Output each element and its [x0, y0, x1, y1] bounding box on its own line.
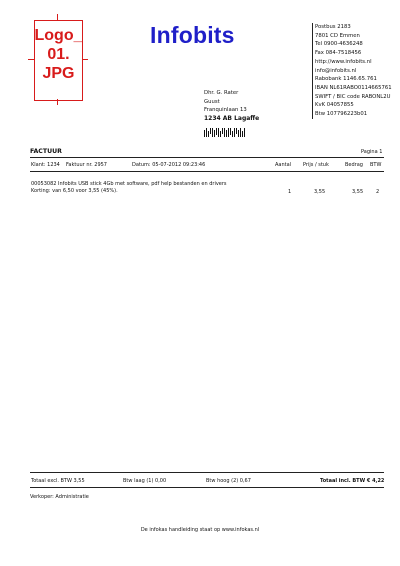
column-header-unit-price: Prijs / stuk: [303, 162, 329, 168]
line-vat: 2: [376, 189, 380, 195]
divider: [30, 487, 384, 488]
company-detail-line: KvK 04057855: [315, 102, 354, 109]
invoice-number: Faktuur nr. 2957: [66, 162, 107, 168]
column-header-amount: Bedrag: [345, 162, 363, 168]
company-detail-line: SWIFT / BIC code RABONL2U: [315, 93, 391, 100]
total-excl-vat: Totaal excl. BTW 3,55: [31, 478, 85, 484]
recipient-zip-city: 1234 AB Lagaffe: [204, 115, 260, 123]
postal-barcode: [204, 128, 246, 137]
company-detail-line: Postbus 2183: [315, 24, 351, 30]
company-details: [312, 23, 392, 119]
company-detail-line: Rabobank 1146.65.761: [315, 76, 377, 83]
seller: Verkoper: Administratie: [30, 494, 89, 500]
invoice-date: Datum: 05-07-2012 09:23:46: [132, 162, 206, 168]
line-amount: 3,55: [352, 189, 364, 195]
column-header-qty: Aantal: [275, 162, 292, 168]
company-website-link[interactable]: http://www.infobits.nl: [315, 58, 372, 65]
vat-high: Btw hoog (2) 0,67: [206, 478, 251, 484]
company-detail-line: Fax 084-7518456: [315, 50, 362, 57]
recipient-name: Dhr. G. Rater: [204, 90, 239, 96]
divider: [30, 472, 384, 473]
company-name: Infobits: [150, 22, 235, 48]
total-incl-vat: Totaal incl. BTW € 4,22: [320, 478, 385, 484]
discount-note: Korting: van 6,50 voor 3,55 (45%).: [31, 188, 118, 194]
footer-note: De infokas handleiding staat op www.infokas.nl: [140, 527, 260, 533]
line-qty: 1: [288, 189, 292, 195]
recipient-street: Franquinlaan 13: [204, 107, 247, 114]
company-detail-line: Tel 0900-4636248: [315, 41, 363, 48]
column-header-vat: BTW: [370, 162, 382, 168]
product-description: 00053082 Infobits USB stick 4Gb met software, pdf help bestanden en drivers: [31, 181, 227, 187]
company-email-link[interactable]: info@infobits.nl: [315, 67, 357, 74]
recipient-address: [204, 89, 259, 124]
company-detail-line: IBAN NL61RABO0114665761: [315, 84, 392, 91]
invoice-line-description: [31, 181, 227, 195]
logo-crop-mark: [57, 14, 58, 20]
line-unit-price: 3,55: [314, 189, 326, 195]
recipient-line: Guust: [204, 98, 220, 105]
divider: [30, 171, 384, 172]
logo-placeholder-text: Logo_ 01. JPG: [34, 27, 83, 82]
company-detail-line: 7801 CD Emmen: [315, 32, 360, 39]
company-detail-line: Btw 107796223b01: [315, 111, 368, 118]
vat-low: Btw laag (1) 0,00: [123, 478, 167, 484]
client-number: Klant: 1234: [31, 162, 60, 168]
logo-crop-mark: [57, 99, 58, 105]
invoice-title: FACTUUR: [30, 148, 62, 155]
divider: [30, 157, 384, 158]
page-number: Pagina 1: [361, 149, 383, 155]
